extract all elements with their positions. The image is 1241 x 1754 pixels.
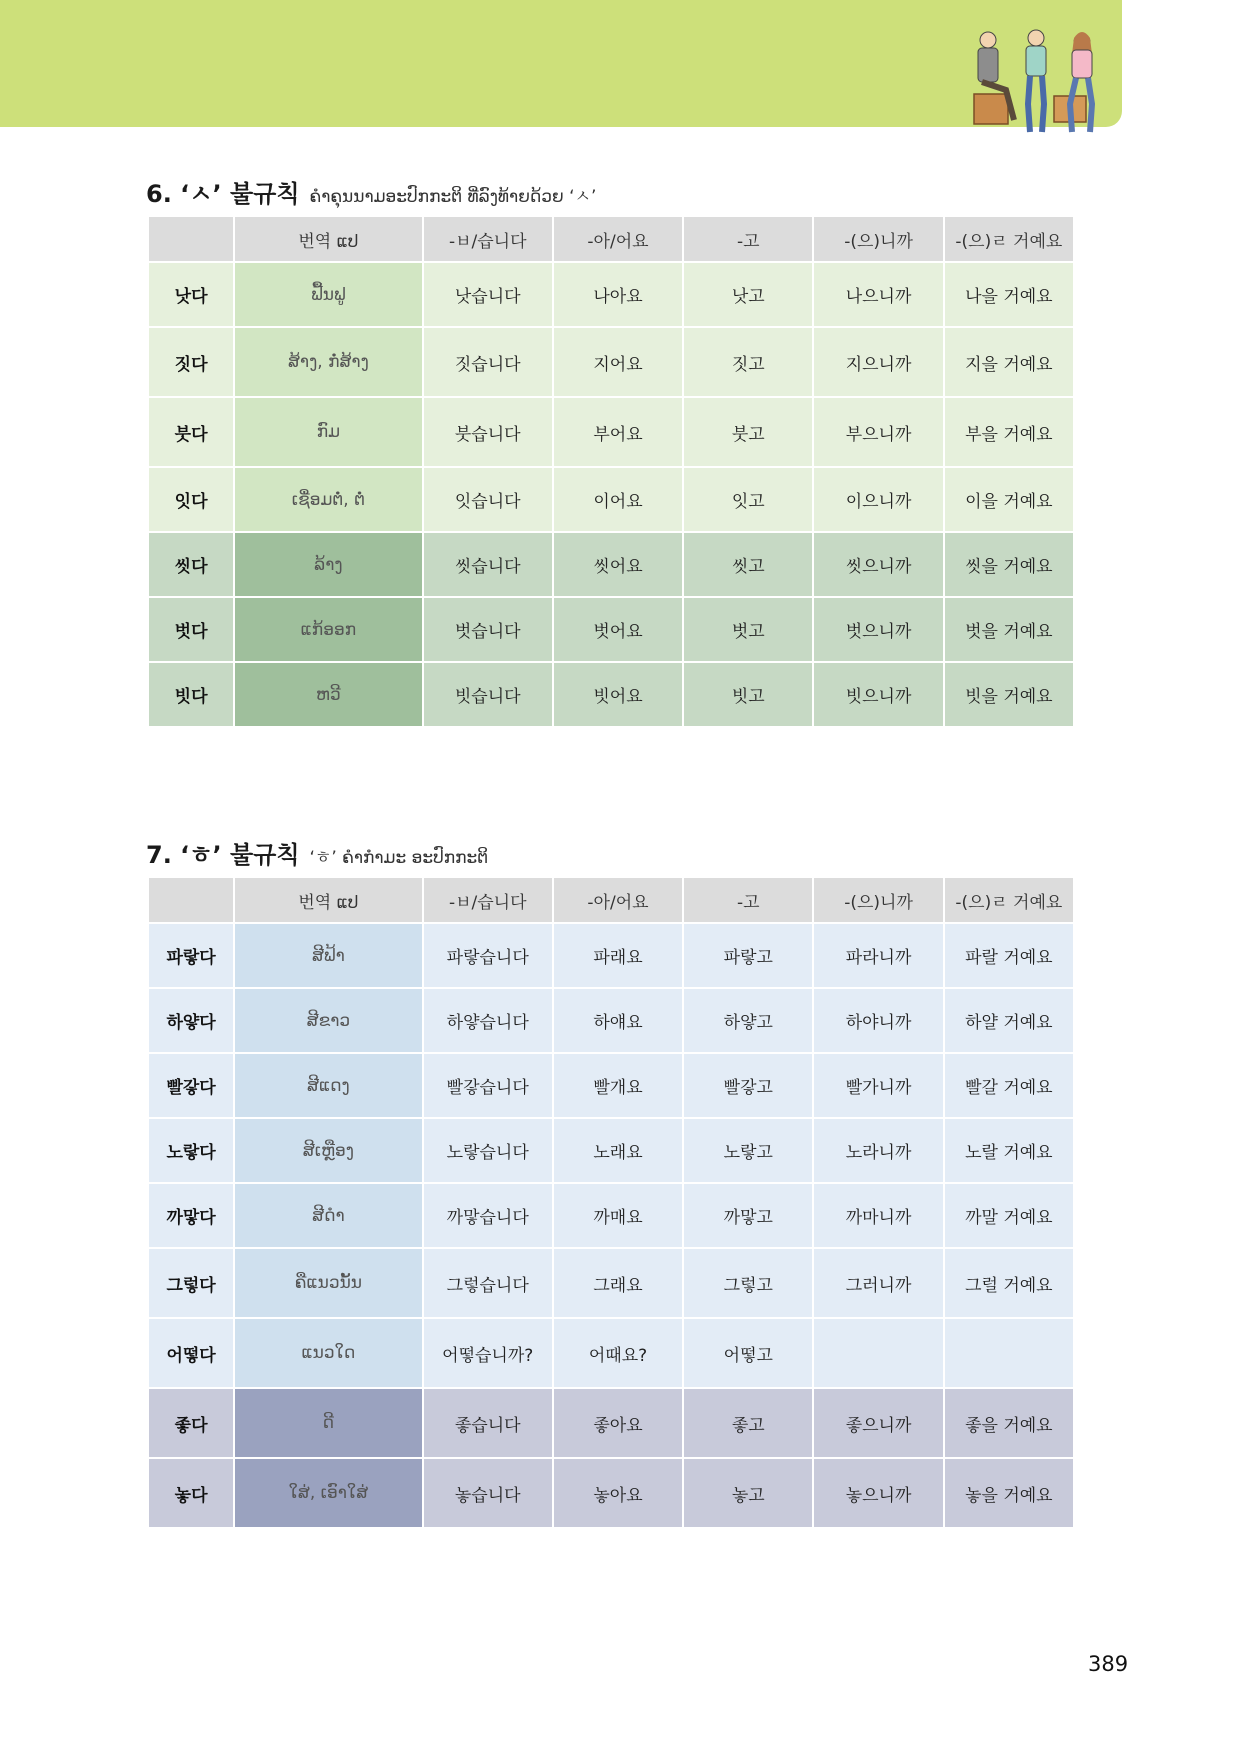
conjugation-cell: 붓습니다 <box>424 398 552 466</box>
translation-cell: ດີ <box>235 1389 421 1457</box>
conjugation-cell: 빗으니까 <box>814 663 942 726</box>
translation-cell: ສີຂາວ <box>235 989 421 1052</box>
translation-cell: ເຊື່ອມຕໍ່, ຕໍ່ <box>235 468 421 531</box>
translation-cell: ແນວໃດ <box>235 1319 421 1387</box>
section-7-title <box>146 835 488 870</box>
conjugation-cell: 하야니까 <box>814 989 942 1052</box>
verb-cell: 그렇다 <box>149 1249 233 1317</box>
conjugation-cell: 그럴 거예요 <box>945 1249 1073 1317</box>
conjugation-cell: 짓습니다 <box>424 328 552 396</box>
verb-cell: 씻다 <box>149 533 233 596</box>
conjugation-cell: 나아요 <box>554 263 682 326</box>
s-irregular-table <box>147 215 1075 728</box>
conjugation-cell: 빗을 거예요 <box>945 663 1073 726</box>
conjugation-cell: 나을 거예요 <box>945 263 1073 326</box>
header-cell: -고 <box>684 878 812 922</box>
table-row <box>149 468 1073 531</box>
table-row <box>149 989 1073 1052</box>
conjugation-cell: 노랗고 <box>684 1119 812 1182</box>
header-cell <box>149 217 233 261</box>
table-row <box>149 398 1073 466</box>
conjugation-cell: 부어요 <box>554 398 682 466</box>
translation-cell: ສີເຫຼືອງ <box>235 1119 421 1182</box>
header-cell: -(으)ㄹ 거예요 <box>945 217 1073 261</box>
verb-cell: 잇다 <box>149 468 233 531</box>
translation-cell: ລ້າງ <box>235 533 421 596</box>
section-7-heading: 7. ‘ㅎ’ 불규칙 <box>146 841 300 869</box>
conjugation-cell: 나으니까 <box>814 263 942 326</box>
header-cell: -아/어요 <box>554 878 682 922</box>
table-row <box>149 263 1073 326</box>
conjugation-cell: 좋습니다 <box>424 1389 552 1457</box>
conjugation-cell: 노라니까 <box>814 1119 942 1182</box>
table-row <box>149 663 1073 726</box>
conjugation-cell: 노랄 거예요 <box>945 1119 1073 1182</box>
header-cell: -아/어요 <box>554 217 682 261</box>
conjugation-cell: 낫고 <box>684 263 812 326</box>
conjugation-cell: 이어요 <box>554 468 682 531</box>
section-6-title <box>146 174 596 209</box>
conjugation-cell: 이으니까 <box>814 468 942 531</box>
conjugation-cell: 붓고 <box>684 398 812 466</box>
verb-cell: 벗다 <box>149 598 233 661</box>
table-row <box>149 1119 1073 1182</box>
conjugation-cell: 짓고 <box>684 328 812 396</box>
translation-cell: ສີແດງ <box>235 1054 421 1117</box>
conjugation-cell: 빨개요 <box>554 1054 682 1117</box>
conjugation-cell: 좋을 거예요 <box>945 1389 1073 1457</box>
conjugation-cell: 그래요 <box>554 1249 682 1317</box>
conjugation-cell: 하얗고 <box>684 989 812 1052</box>
h-irregular-table <box>147 876 1075 1529</box>
conjugation-cell: 까맣습니다 <box>424 1184 552 1247</box>
conjugation-cell: 부으니까 <box>814 398 942 466</box>
people-sitting-illustration <box>958 20 1118 138</box>
conjugation-cell: 까맣고 <box>684 1184 812 1247</box>
conjugation-cell: 그렇습니다 <box>424 1249 552 1317</box>
table-header-row <box>149 217 1073 261</box>
conjugation-cell <box>814 1319 942 1387</box>
conjugation-cell: 낫습니다 <box>424 263 552 326</box>
conjugation-cell: 어때요? <box>554 1319 682 1387</box>
translation-cell: ຫວີ <box>235 663 421 726</box>
conjugation-cell: 파랗습니다 <box>424 924 552 987</box>
header-cell: -(으)ㄹ 거예요 <box>945 878 1073 922</box>
conjugation-cell: 하얗습니다 <box>424 989 552 1052</box>
header-cell: 번역 ແປ <box>235 217 421 261</box>
table-row <box>149 533 1073 596</box>
verb-cell: 노랗다 <box>149 1119 233 1182</box>
conjugation-cell: 놓고 <box>684 1459 812 1527</box>
verb-cell: 놓다 <box>149 1459 233 1527</box>
translation-cell: ສ້າງ, ກໍ່ສ້າງ <box>235 328 421 396</box>
header-cell: -ㅂ/습니다 <box>424 217 552 261</box>
verb-cell: 낫다 <box>149 263 233 326</box>
conjugation-cell: 파래요 <box>554 924 682 987</box>
table-row <box>149 1389 1073 1457</box>
conjugation-cell: 좋으니까 <box>814 1389 942 1457</box>
verb-cell: 빨갛다 <box>149 1054 233 1117</box>
verb-cell: 파랗다 <box>149 924 233 987</box>
conjugation-cell: 씻습니다 <box>424 533 552 596</box>
conjugation-cell: 하얄 거예요 <box>945 989 1073 1052</box>
conjugation-cell: 어떻습니까? <box>424 1319 552 1387</box>
conjugation-cell: 빨갛고 <box>684 1054 812 1117</box>
section-6-heading: 6. ‘ㅅ’ 불규칙 <box>146 180 300 208</box>
conjugation-cell: 파라니까 <box>814 924 942 987</box>
conjugation-cell: 어떻고 <box>684 1319 812 1387</box>
conjugation-cell: 벗어요 <box>554 598 682 661</box>
translation-cell: ສີດຳ <box>235 1184 421 1247</box>
translation-cell: ແກ້ອອກ <box>235 598 421 661</box>
table-row <box>149 924 1073 987</box>
conjugation-cell: 빨가니까 <box>814 1054 942 1117</box>
section-7-subtitle: ‘ㅎ’ ຄຳກຳມະ ອະປົກກະຕິ <box>309 848 489 868</box>
conjugation-cell: 파랗고 <box>684 924 812 987</box>
conjugation-cell: 노랗습니다 <box>424 1119 552 1182</box>
conjugation-cell: 잇습니다 <box>424 468 552 531</box>
verb-cell: 좋다 <box>149 1389 233 1457</box>
translation-cell: ຟື້ນຟູ <box>235 263 421 326</box>
verb-cell: 짓다 <box>149 328 233 396</box>
conjugation-cell <box>945 1319 1073 1387</box>
table-row <box>149 1459 1073 1527</box>
conjugation-cell: 그렇고 <box>684 1249 812 1317</box>
table-header-row <box>149 878 1073 922</box>
conjugation-cell: 지으니까 <box>814 328 942 396</box>
conjugation-cell: 씻으니까 <box>814 533 942 596</box>
verb-cell: 어떻다 <box>149 1319 233 1387</box>
table-row <box>149 1319 1073 1387</box>
conjugation-cell: 하얘요 <box>554 989 682 1052</box>
conjugation-cell: 놓아요 <box>554 1459 682 1527</box>
conjugation-cell: 씻어요 <box>554 533 682 596</box>
conjugation-cell: 까말 거예요 <box>945 1184 1073 1247</box>
conjugation-cell: 빗고 <box>684 663 812 726</box>
translation-cell: ສີຟ້າ <box>235 924 421 987</box>
table-row <box>149 1184 1073 1247</box>
conjugation-cell: 벗을 거예요 <box>945 598 1073 661</box>
verb-cell: 빗다 <box>149 663 233 726</box>
conjugation-cell: 놓습니다 <box>424 1459 552 1527</box>
page-number: 389 <box>1088 1652 1129 1676</box>
header-band <box>0 0 1122 127</box>
table-row <box>149 1054 1073 1117</box>
conjugation-cell: 벗습니다 <box>424 598 552 661</box>
verb-cell: 붓다 <box>149 398 233 466</box>
header-cell: -고 <box>684 217 812 261</box>
translation-cell: ຄືແນວນັ້ນ <box>235 1249 421 1317</box>
verb-cell: 까맣다 <box>149 1184 233 1247</box>
header-cell: -(으)니까 <box>814 878 942 922</box>
conjugation-cell: 까매요 <box>554 1184 682 1247</box>
conjugation-cell: 노래요 <box>554 1119 682 1182</box>
conjugation-cell: 놓으니까 <box>814 1459 942 1527</box>
translation-cell: ກົມ <box>235 398 421 466</box>
table-row <box>149 1249 1073 1317</box>
conjugation-cell: 파랄 거예요 <box>945 924 1073 987</box>
conjugation-cell: 부을 거예요 <box>945 398 1073 466</box>
conjugation-cell: 잇고 <box>684 468 812 531</box>
conjugation-cell: 좋아요 <box>554 1389 682 1457</box>
translation-cell: ໃສ່, ເອົາໃສ່ <box>235 1459 421 1527</box>
conjugation-cell: 좋고 <box>684 1389 812 1457</box>
verb-cell: 하얗다 <box>149 989 233 1052</box>
conjugation-cell: 이을 거예요 <box>945 468 1073 531</box>
header-cell: -ㅂ/습니다 <box>424 878 552 922</box>
conjugation-cell: 씻고 <box>684 533 812 596</box>
conjugation-cell: 빗어요 <box>554 663 682 726</box>
header-cell: 번역 ແປ <box>235 878 421 922</box>
conjugation-cell: 벗으니까 <box>814 598 942 661</box>
conjugation-cell: 까마니까 <box>814 1184 942 1247</box>
conjugation-cell: 빨갈 거예요 <box>945 1054 1073 1117</box>
conjugation-cell: 빨갛습니다 <box>424 1054 552 1117</box>
header-cell: -(으)니까 <box>814 217 942 261</box>
conjugation-cell: 벗고 <box>684 598 812 661</box>
table-row <box>149 328 1073 396</box>
conjugation-cell: 빗습니다 <box>424 663 552 726</box>
conjugation-cell: 지어요 <box>554 328 682 396</box>
section-6-subtitle: ຄຳຄຸນນາມອະປົກກະຕິ ທີ່ລົງທ້າຍດ້ວຍ ‘ㅅ’ <box>309 187 597 207</box>
conjugation-cell: 그러니까 <box>814 1249 942 1317</box>
conjugation-cell: 씻을 거예요 <box>945 533 1073 596</box>
conjugation-cell: 놓을 거예요 <box>945 1459 1073 1527</box>
header-cell <box>149 878 233 922</box>
conjugation-cell: 지을 거예요 <box>945 328 1073 396</box>
table-row <box>149 598 1073 661</box>
